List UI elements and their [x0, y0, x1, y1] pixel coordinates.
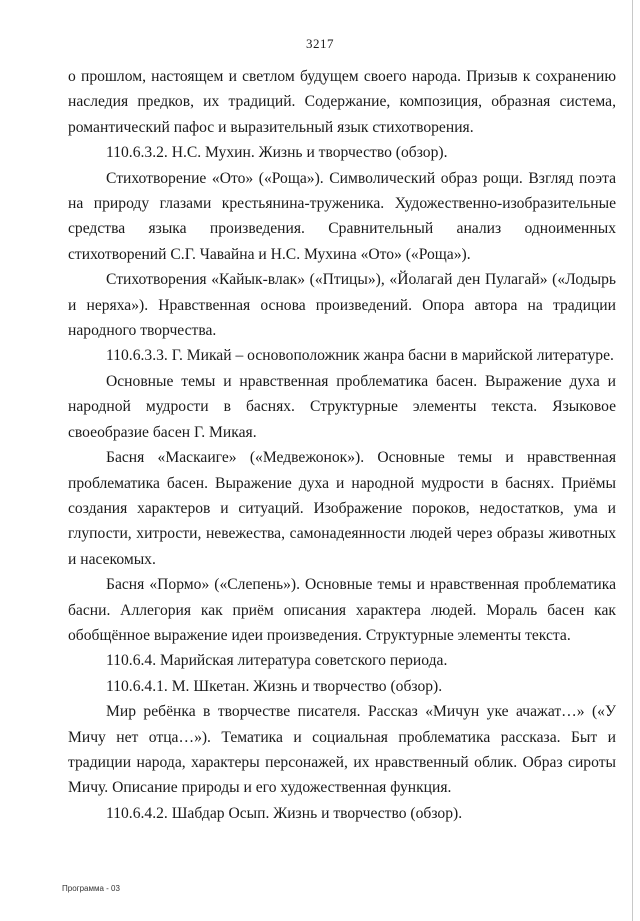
section-heading: 110.6.3.2. Н.С. Мухин. Жизнь и творчество (обзор).: [106, 144, 448, 162]
paragraph: Басня «Пормо» («Слепень»). Основные темы и нравственная проблематика басни. Аллегория как приём описания характера людей. Мораль басен как обобщённое выражение идеи произведения. Структурные элементы текста.: [68, 576, 616, 644]
paragraph: Басня «Маскаиге» («Медвежонок»). Основные темы и нравственная проблематика басен. Выражение духа и народной мудрости в баснях. Приёмы создания характеров и ситуаций. Изображение пороков, недостатков, ума и глупости, хитрости, невежества, самонадеянности людей через образы животных и насекомых.: [68, 449, 616, 568]
paragraph: Стихотворения «Кайык-влак» («Птицы»), «Йолагай ден Пулагай» («Лодырь и неряха»). Нравственная основа произведений. Опора автора на традиции народного творчества.: [68, 271, 616, 340]
paragraph: Стихотворение «Ото» («Роща»). Символический образ рощи. Взгляд поэта на природу глазами крестьянина-труженика. Художественно-изобразительные средства языка произведения. Сравнительный анализ одноименных стихотворений С.Г. Чавайна и Н.С. Мухина «Ото» («Роща»).: [68, 169, 616, 263]
paragraph: о прошлом, настоящем и светлом будущем своего народа. Призыв к сохранению наследия предков, их традиций. Содержание, композиция, образная система, романтический пафос и выразительный язык стихотворения.: [68, 68, 616, 136]
footer-program-label: Программа - 03: [62, 884, 120, 893]
page-number: 3217: [306, 36, 334, 51]
scan-edge-line: [632, 0, 633, 921]
section-heading: 110.6.4.1. М. Шкетан. Жизнь и творчество (обзор).: [106, 677, 443, 695]
section-heading: 110.6.3.3. Г. Микай – основоположник жанра басни в марийской литературе.: [106, 347, 614, 365]
paragraph: Мир ребёнка в творчестве писателя. Рассказ «Мичун уке ачажат…» («У Мичу нет отца…»). Тематика и социальная проблематика рассказа. Быт и традиции народа, характеры персонажей, их нравственный облик. Образ сироты Мичу. Описание природы и его художественная функция.: [68, 703, 616, 797]
section-heading: 110.6.4.2. Шабдар Осып. Жизнь и творчество (обзор).: [106, 804, 463, 822]
paragraph: Основные темы и нравственная проблематика басен. Выражение духа и народной мудрости в баснях. Структурные элементы текста. Языковое своеобразие басен Г. Микая.: [68, 372, 616, 441]
page-body: [68, 64, 616, 826]
section-heading: 110.6.4. Марийская литература советского периода.: [106, 652, 448, 670]
